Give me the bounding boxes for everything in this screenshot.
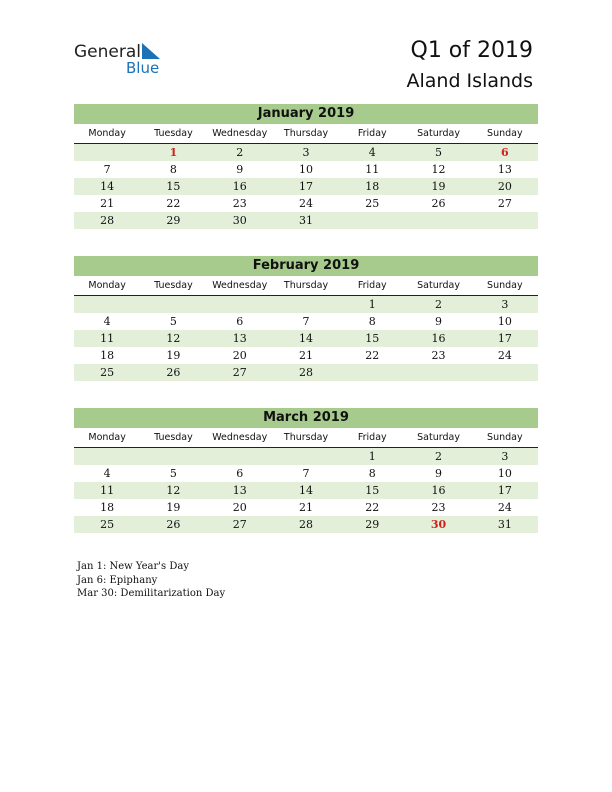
day-cell: 20 (497, 180, 512, 193)
logo-general-text: General (74, 42, 141, 62)
week-row (74, 364, 538, 381)
day-cell: 23 (431, 501, 446, 514)
day-cell: 12 (166, 332, 181, 345)
week-row (74, 516, 538, 533)
weekday-label: Saturday (417, 128, 460, 139)
day-cell: 19 (166, 349, 181, 362)
day-cell: 28 (298, 366, 313, 379)
day-cell: 18 (100, 501, 115, 514)
day-cell: 2 (435, 298, 443, 311)
day-cell: 18 (365, 180, 380, 193)
day-cell: 17 (298, 180, 313, 193)
month-title: March 2019 (74, 408, 538, 428)
day-cell: 10 (298, 163, 313, 176)
weekday-label: Thursday (283, 280, 329, 291)
day-cell: 1 (368, 298, 376, 311)
week-row (74, 313, 538, 330)
day-cell (273, 448, 339, 465)
week-row (74, 161, 538, 178)
week-row (74, 296, 538, 313)
day-cell: 7 (103, 163, 111, 176)
month-calendar (74, 104, 538, 229)
day-cell: 24 (497, 501, 512, 514)
day-cell: 14 (298, 332, 313, 345)
day-cell: 4 (103, 315, 111, 328)
day-cell: 22 (365, 501, 380, 514)
day-cell: 4 (103, 467, 111, 480)
day-cell (472, 364, 538, 381)
day-cell (207, 448, 273, 465)
weekday-label: Monday (88, 432, 126, 443)
day-cell: 11 (100, 332, 115, 345)
week-row (74, 330, 538, 347)
day-cell (339, 364, 405, 381)
day-cell: 11 (365, 163, 380, 176)
day-cell: 5 (169, 315, 177, 328)
day-cell: 16 (431, 484, 446, 497)
day-cell: 13 (497, 163, 512, 176)
weekday-label: Friday (357, 432, 387, 443)
day-cell (74, 296, 140, 313)
day-cell: 25 (365, 197, 380, 210)
week-row (74, 499, 538, 516)
weekday-label: Wednesday (212, 432, 268, 443)
day-cell: 3 (302, 146, 310, 159)
holiday-day-cell: 30 (430, 518, 447, 531)
weekday-label: Tuesday (154, 128, 193, 139)
weekday-label: Friday (357, 128, 387, 139)
week-row (74, 448, 538, 465)
day-cell (140, 296, 206, 313)
day-cell: 1 (368, 450, 376, 463)
day-cell: 20 (232, 501, 247, 514)
day-cell: 27 (232, 518, 247, 531)
day-cell: 28 (100, 214, 115, 227)
day-cell: 16 (431, 332, 446, 345)
day-cell: 9 (236, 163, 244, 176)
weekday-label: Thursday (283, 432, 329, 443)
day-cell: 9 (435, 467, 443, 480)
day-cell: 15 (365, 332, 380, 345)
weekday-label: Saturday (417, 432, 460, 443)
weekday-header-row (74, 277, 538, 296)
day-cell (74, 144, 140, 161)
day-cell (405, 364, 471, 381)
weekday-label: Tuesday (154, 432, 193, 443)
day-cell: 21 (298, 501, 313, 514)
day-cell: 31 (497, 518, 512, 531)
day-cell: 24 (497, 349, 512, 362)
day-cell: 10 (497, 467, 512, 480)
day-cell: 5 (169, 467, 177, 480)
day-cell (405, 212, 471, 229)
day-cell: 3 (501, 298, 509, 311)
day-cell: 17 (497, 332, 512, 345)
holiday-day-cell: 6 (501, 146, 509, 159)
day-cell: 2 (236, 146, 244, 159)
day-cell: 19 (431, 180, 446, 193)
day-cell: 26 (166, 518, 181, 531)
day-cell: 18 (100, 349, 115, 362)
day-cell: 30 (232, 214, 247, 227)
weekday-label: Sunday (487, 128, 523, 139)
day-cell: 12 (166, 484, 181, 497)
day-cell: 27 (232, 366, 247, 379)
day-cell: 17 (497, 484, 512, 497)
day-cell: 20 (232, 349, 247, 362)
day-cell (140, 448, 206, 465)
month-title: January 2019 (74, 104, 538, 124)
day-cell: 8 (368, 467, 376, 480)
day-cell: 15 (166, 180, 181, 193)
weekday-label: Sunday (487, 432, 523, 443)
flag-triangle-icon (140, 43, 162, 59)
week-row (74, 465, 538, 482)
day-cell: 24 (298, 197, 313, 210)
brand-logo (74, 42, 174, 78)
day-cell: 23 (232, 197, 247, 210)
holiday-note: Jan 1: New Year's Day (77, 561, 189, 572)
day-cell: 7 (302, 467, 310, 480)
day-cell: 28 (298, 518, 313, 531)
day-cell: 13 (232, 484, 247, 497)
day-cell: 3 (501, 450, 509, 463)
day-cell: 21 (100, 197, 115, 210)
day-cell: 15 (365, 484, 380, 497)
weekday-label: Saturday (417, 280, 460, 291)
country-name: Aland Islands (406, 70, 533, 92)
weekday-label: Friday (357, 280, 387, 291)
holiday-notes (77, 560, 225, 601)
week-row (74, 178, 538, 195)
day-cell (472, 212, 538, 229)
day-cell: 25 (100, 518, 115, 531)
weekday-label: Sunday (487, 280, 523, 291)
day-cell: 10 (497, 315, 512, 328)
day-cell: 29 (365, 518, 380, 531)
day-cell (273, 296, 339, 313)
day-cell: 5 (435, 146, 443, 159)
day-cell: 13 (232, 332, 247, 345)
day-cell: 14 (298, 484, 313, 497)
day-cell: 9 (435, 315, 443, 328)
weekday-label: Monday (88, 280, 126, 291)
weekday-header-row (74, 125, 538, 144)
month-calendar (74, 256, 538, 381)
weekday-label: Wednesday (212, 280, 268, 291)
day-cell: 6 (236, 467, 244, 480)
day-cell: 16 (232, 180, 247, 193)
day-cell: 29 (166, 214, 181, 227)
weekday-label: Thursday (283, 128, 329, 139)
weekday-label: Tuesday (154, 280, 193, 291)
day-cell (339, 212, 405, 229)
day-cell (74, 448, 140, 465)
holiday-day-cell: 1 (169, 146, 178, 159)
day-cell: 8 (368, 315, 376, 328)
day-cell: 21 (298, 349, 313, 362)
day-cell (207, 296, 273, 313)
holiday-note: Mar 30: Demilitarization Day (77, 588, 226, 599)
holiday-note: Jan 6: Epiphany (77, 574, 158, 586)
day-cell: 31 (298, 214, 313, 227)
page-title: Q1 of 2019 (410, 38, 533, 63)
day-cell: 7 (302, 315, 310, 328)
day-cell: 4 (368, 146, 376, 159)
day-cell: 2 (435, 450, 443, 463)
day-cell: 14 (100, 180, 115, 193)
logo-blue-text: Blue (126, 59, 160, 77)
weekday-header-row (74, 429, 538, 448)
day-cell: 25 (100, 366, 115, 379)
day-cell: 22 (166, 197, 181, 210)
day-cell: 19 (166, 501, 181, 514)
week-row (74, 347, 538, 364)
day-cell: 27 (497, 197, 512, 210)
weekday-label: Wednesday (212, 128, 268, 139)
day-cell: 22 (365, 349, 380, 362)
month-calendar (74, 408, 538, 533)
week-row (74, 144, 538, 161)
day-cell: 11 (100, 484, 115, 497)
day-cell: 6 (236, 315, 244, 328)
week-row (74, 195, 538, 212)
week-row (74, 212, 538, 229)
day-cell: 12 (431, 163, 446, 176)
day-cell: 26 (166, 366, 181, 379)
week-row (74, 482, 538, 499)
month-title: February 2019 (74, 256, 538, 276)
day-cell: 8 (169, 163, 177, 176)
weekday-label: Monday (88, 128, 126, 139)
day-cell: 26 (431, 197, 446, 210)
day-cell: 23 (431, 349, 446, 362)
